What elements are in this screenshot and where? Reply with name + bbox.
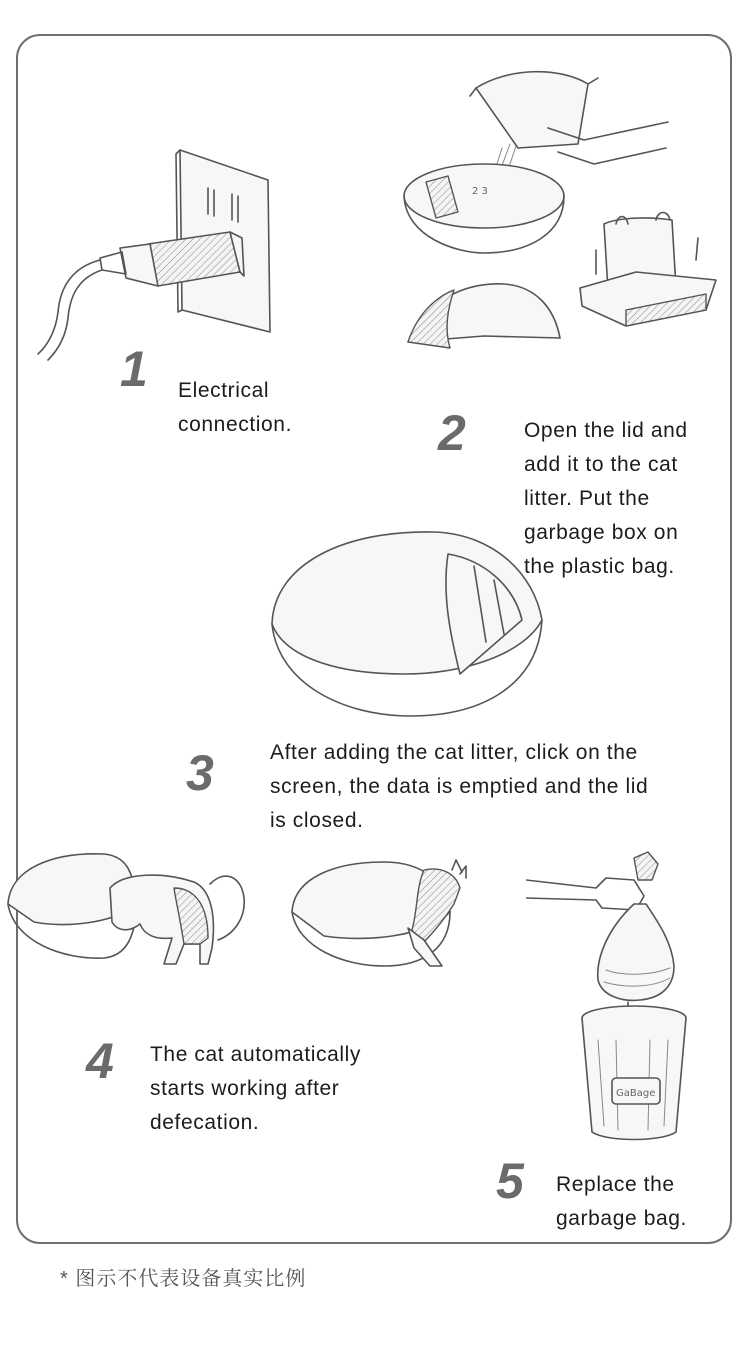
cat-using-box-illustration xyxy=(4,848,484,978)
step-1-number: 1 xyxy=(120,341,148,397)
lid-illustration xyxy=(404,278,564,358)
step-3-number: 3 xyxy=(186,745,214,801)
step-1-text: Electrical connection. xyxy=(178,379,293,436)
power-plug-illustration xyxy=(30,140,290,365)
step-5-number: 5 xyxy=(496,1153,524,1209)
step-2-number: 2 xyxy=(438,405,466,461)
litter-box-device-illustration xyxy=(264,524,554,724)
step-4-text: The cat automatically starts working after defecation. xyxy=(150,1043,362,1134)
step-5-text: Replace the garbage bag. xyxy=(556,1173,687,1230)
trash-can-bag-illustration xyxy=(526,850,696,1144)
bin-label: GaBage xyxy=(616,1088,656,1099)
scale-disclaimer: * 图示不代表设备真实比例 xyxy=(60,1268,307,1290)
svg-text:2 3: 2 3 xyxy=(472,186,488,197)
step-3-text: After adding the cat litter, click on the screen, the data is emptied and the lid is closed. xyxy=(270,741,649,832)
step-2-text: Open the lid and add it to the cat litter. Put the garbage box on the plastic bag. xyxy=(524,419,688,578)
garbage-box-bag-illustration xyxy=(576,210,726,340)
step-4-number: 4 xyxy=(86,1033,114,1089)
